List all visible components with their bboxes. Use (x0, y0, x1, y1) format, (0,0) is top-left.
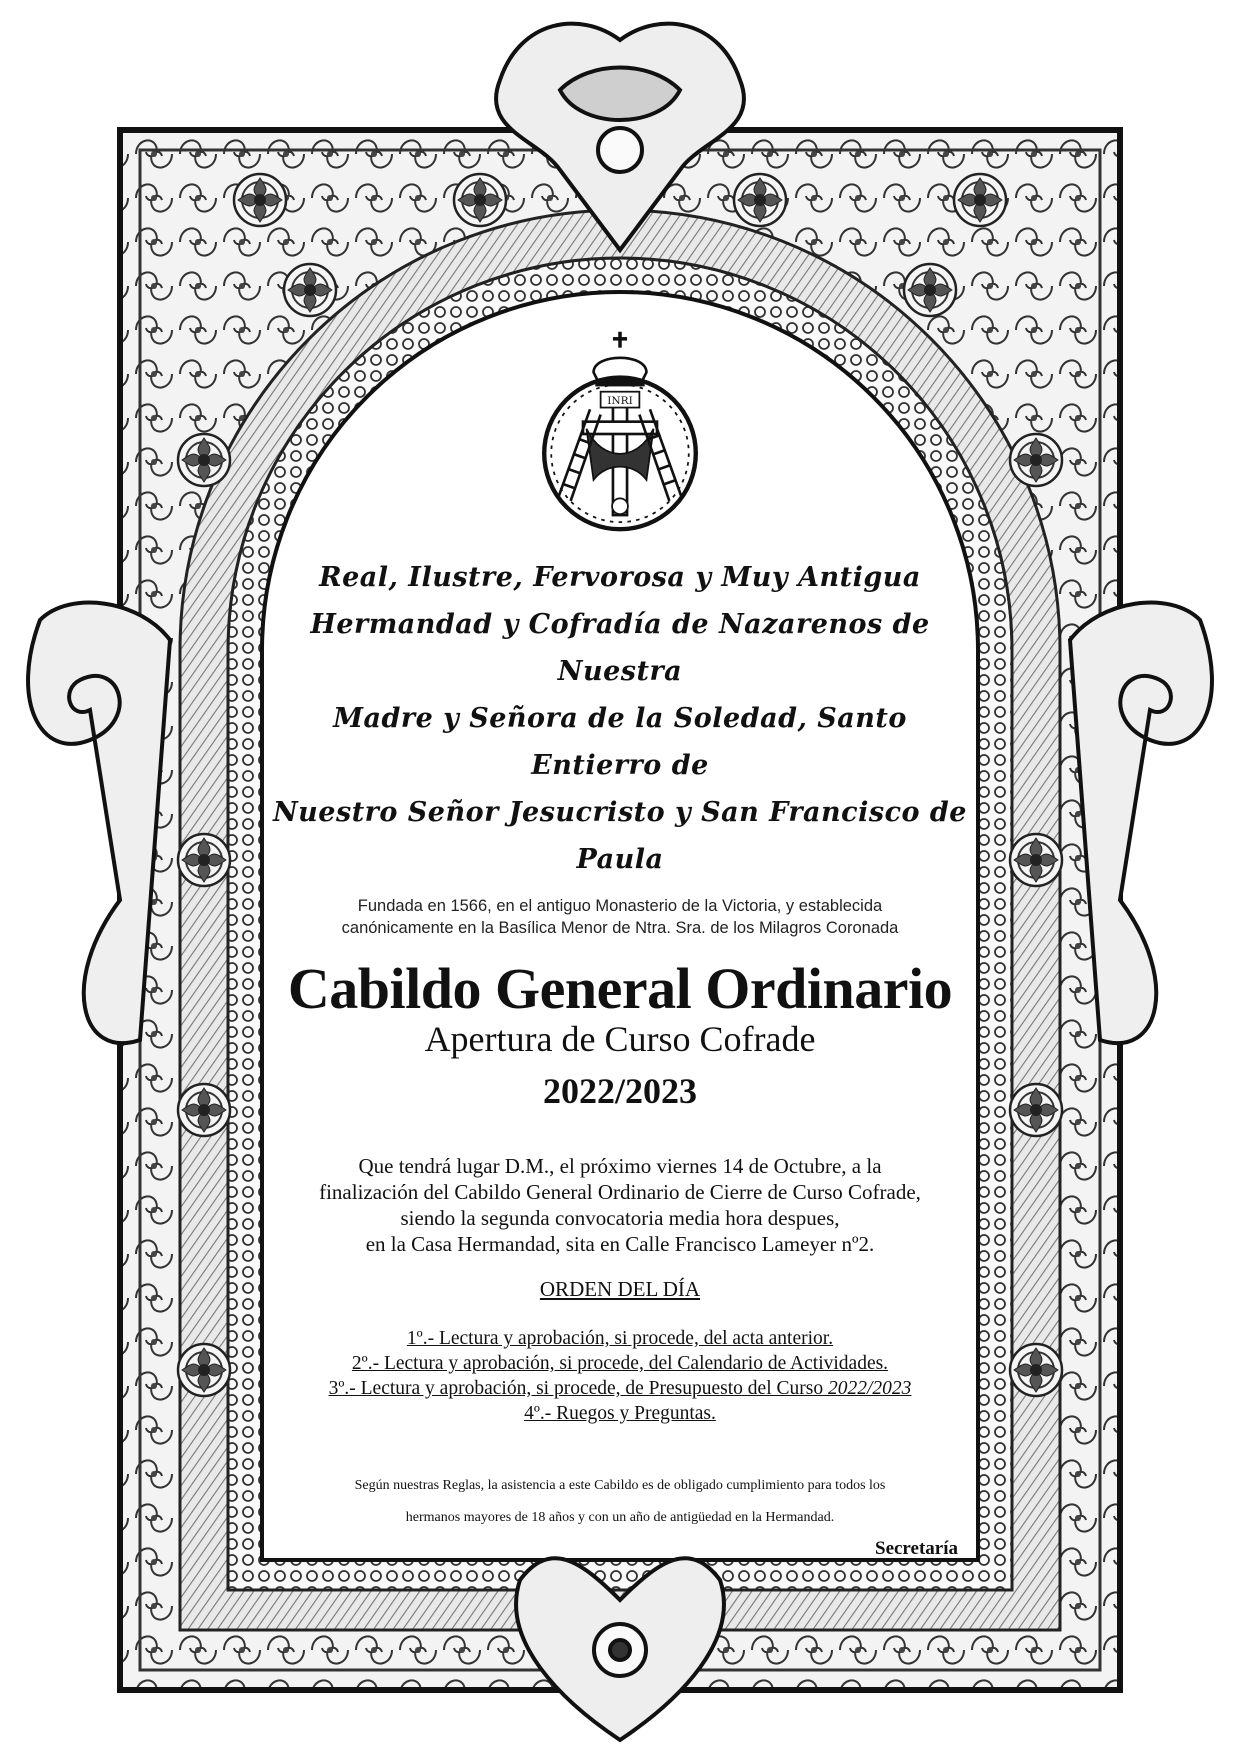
agenda-heading: ORDEN DEL DÍA (539, 1277, 701, 1301)
founded-line: canónicamente en la Basílica Menor de Ntra. Sra. de los Milagros Coronada (341, 919, 899, 937)
brotherhood-name (270, 554, 970, 883)
agenda-item: 4º.- Ruegos y Preguntas. (524, 1403, 716, 1424)
agenda-list (329, 1326, 912, 1426)
details-line: Que tendrá lugar D.M., el próximo viernes 14 de Octubre, a la (358, 1154, 882, 1178)
founded-line: Fundada en 1566, en el antiguo Monasterio de la Victoria, y establecida (357, 897, 883, 915)
details-line: finalización del Cabildo General Ordinario de Cierre de Curso Cofrade, (319, 1180, 921, 1204)
brotherhood-line: Madre y Señora de la Soledad, Santo Entierro de (333, 703, 907, 781)
brotherhood-line: Nuestro Señor Jesucristo y San Francisco de Paula (273, 797, 967, 875)
brotherhood-crest-icon (490, 330, 750, 538)
notice-line: Según nuestras Reglas, la asistencia a este Cabildo es de obligado cumplimiento para todos los (354, 1478, 886, 1493)
agenda-item-year: 2022/2023 (827, 1378, 912, 1399)
agenda-item: 2º.- Lectura y aprobación, si procede, del Calendario de Actividades. (351, 1353, 889, 1374)
details-line: siendo la segunda convocatoria media hora despues, (400, 1206, 840, 1230)
poster-content (262, 330, 978, 1560)
founded-note (342, 895, 899, 939)
brotherhood-line: Hermandad y Cofradía de Nazarenos de Nuestra (310, 609, 930, 687)
page-title: Cabildo General Ordinario (287, 956, 953, 1021)
emblem-inri-label: INRI (607, 395, 633, 408)
notice-line: hermanos mayores de 18 años y con un año de antigüedad en la Hermandad. (405, 1510, 835, 1525)
meeting-details (319, 1153, 921, 1257)
agenda-item: 1º.- Lectura y aprobación, si procede, del acta anterior. (406, 1328, 834, 1349)
agenda-item-text: 3º.- Lectura y aprobación, si procede, de Presupuesto del Curso (328, 1378, 828, 1399)
details-line: en la Casa Hermandad, sita en Calle Francisco Lameyer nº2. (365, 1232, 875, 1256)
agenda-item (329, 1376, 912, 1401)
brotherhood-line: Real, Ilustre, Fervorosa y Muy Antigua (319, 562, 921, 593)
page-subtitle: Apertura de Curso Cofrade (424, 1019, 816, 1059)
signature: Secretaría (875, 1538, 958, 1559)
course-year: 2022/2023 (542, 1071, 697, 1111)
attendance-notice (355, 1470, 886, 1534)
